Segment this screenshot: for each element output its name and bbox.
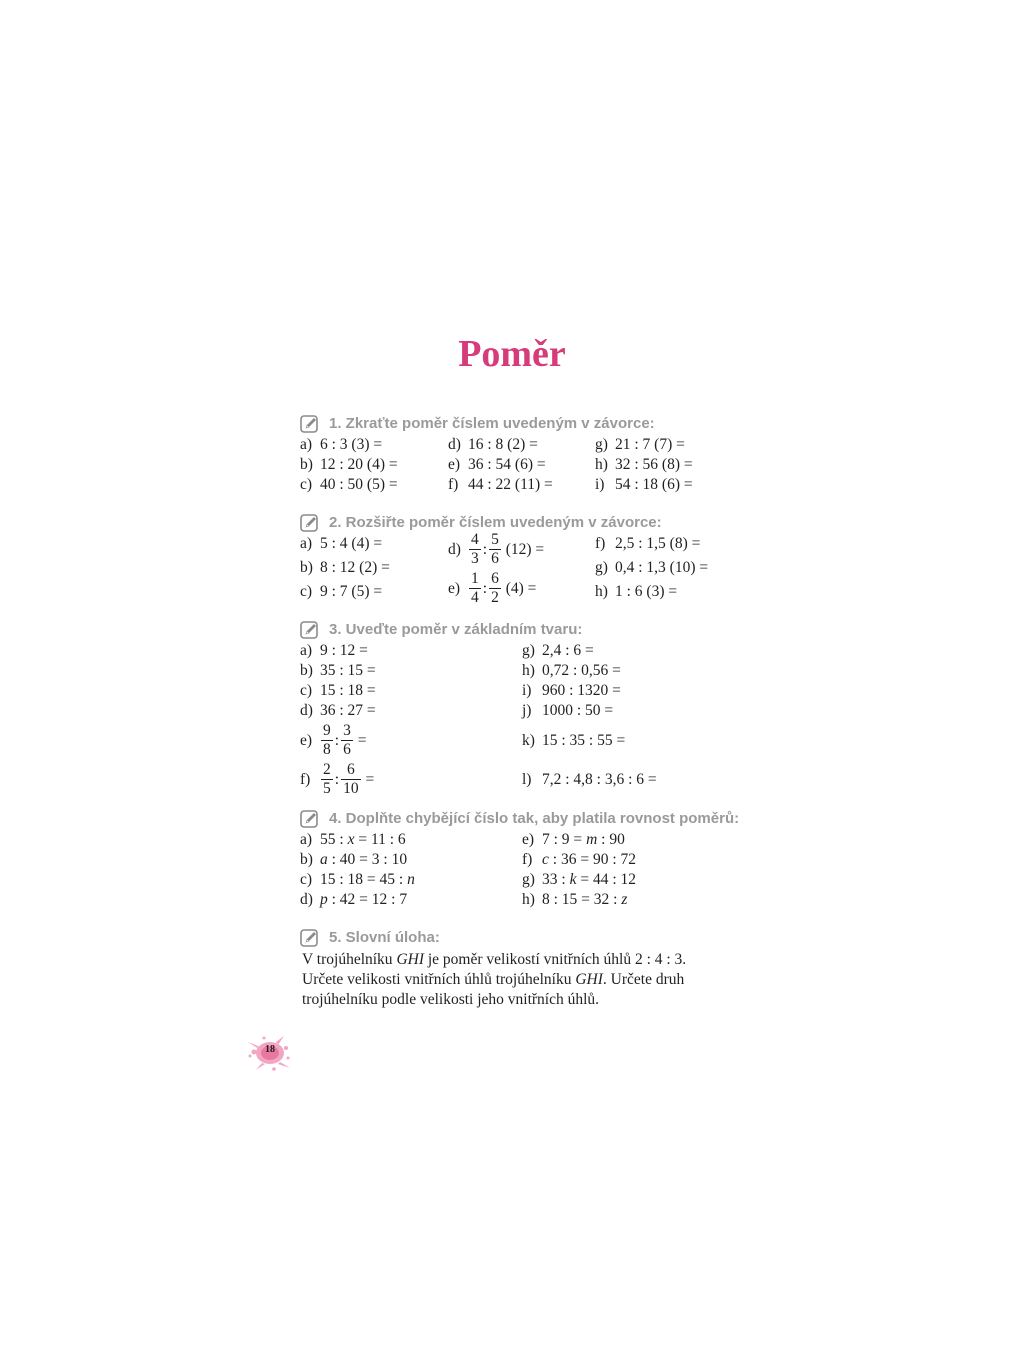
ex1-item-h: h) 32 : 56 (8) = [595, 456, 693, 473]
ex4-item-d: d) p : 42 = 12 : 7 [300, 891, 408, 908]
exercise-1 [300, 415, 760, 437]
word-problem-line-3: trojúhelníku podle velikosti jeho vnitřních úhlů. [302, 991, 600, 1008]
ex3-item-h: h) 0,72 : 0,56 = [522, 662, 621, 679]
page-title: Poměr [458, 333, 566, 375]
exercise-2-heading: 2. Rozšiřte poměr číslem uvedeným v závorce: [300, 514, 760, 536]
ex2-item-c: c) 9 : 7 (5) = [300, 583, 383, 600]
pencil-icon [300, 929, 320, 947]
ex2-item-d: d) $\frac{4}{3}$ : $\frac{5}{6}$ (12) = [448, 531, 545, 567]
exercise-5 [300, 929, 760, 951]
ex2-item-h: h) 1 : 6 (3) = [595, 583, 678, 600]
ex4-item-h: h) 8 : 15 = 32 : z [522, 891, 628, 908]
fraction: $\frac{3}{6}$ [343, 722, 351, 758]
ex4-item-a: a) 55 : x = 11 : 6 [300, 831, 406, 848]
ex4-item-g: g) 33 : k = 44 : 12 [522, 871, 637, 888]
fraction: $\frac{1}{4}$ [471, 570, 479, 606]
fraction: $\frac{5}{6}$ [491, 531, 499, 567]
exercise-4 [300, 810, 760, 832]
ex3-item-j: j) 1000 : 50 = [522, 702, 614, 719]
pencil-icon [300, 415, 320, 433]
ex4-item-e: e) 7 : 9 = m : 90 [522, 831, 625, 848]
ex1-item-f: f) 44 : 22 (11) = [448, 476, 553, 493]
ex3-item-i: i) 960 : 1320 = [522, 682, 621, 699]
exercise-1-heading: 1. Zkraťte poměr číslem uvedeným v závorce: [300, 415, 760, 437]
word-problem-line-2: Určete velikosti vnitřních úhlů trojúhelníku GHI. Určete druh [302, 971, 685, 988]
ex2-item-f: f) 2,5 : 1,5 (8) = [595, 535, 701, 552]
ex2-item-b: b) 8 : 12 (2) = [300, 559, 390, 576]
ex1-item-i: i) 54 : 18 (6) = [595, 476, 693, 493]
ex3-item-b: b) 35 : 15 = [300, 662, 376, 679]
ex4-item-b: b) a : 40 = 3 : 10 [300, 851, 408, 868]
ex4-item-f: f) c : 36 = 90 : 72 [522, 851, 636, 868]
ex1-item-c: c) 40 : 50 (5) = [300, 476, 398, 493]
ex2-item-e: e) $\frac{1}{4}$ : $\frac{6}{2}$ (4) = [448, 570, 537, 606]
exercise-4-heading: 4. Doplňte chybějící číslo tak, aby platila rovnost poměrů: [300, 810, 760, 832]
fraction: $\frac{6}{2}$ [491, 570, 499, 606]
ex1-item-e: e) 36 : 54 (6) = [448, 456, 546, 473]
exercise-5-heading: 5. Slovní úloha: [300, 929, 760, 951]
ex3-item-a: a) 9 : 12 = [300, 642, 368, 659]
ex1-item-g: g) 21 : 7 (7) = [595, 436, 685, 453]
word-problem-line-1: V trojúhelníku GHI je poměr velikostí vnitřních úhlů 2 : 4 : 3. [302, 951, 687, 968]
ex3-item-g: g) 2,4 : 6 = [522, 642, 594, 659]
ex4-item-c: c) 15 : 18 = 45 : n [300, 871, 415, 888]
exercise-3 [300, 621, 760, 643]
pencil-icon [300, 514, 320, 532]
exercise-3-heading: 3. Uveďte poměr v základním tvaru: [300, 621, 760, 643]
ex2-item-a: a) 5 : 4 (4) = [300, 535, 383, 552]
ex3-item-l: l) 7,2 : 4,8 : 3,6 : 6 = [522, 771, 657, 788]
ex3-item-d: d) 36 : 27 = [300, 702, 376, 719]
ex1-item-a: a) 6 : 3 (3) = [300, 436, 383, 453]
pencil-icon [300, 810, 320, 828]
ex1-item-b: b) 12 : 20 (4) = [300, 456, 398, 473]
ex3-item-k: k) 15 : 35 : 55 = [522, 732, 626, 749]
page-number: 18 [265, 1044, 275, 1055]
ex3-item-e: e) $\frac{9}{8}$ : $\frac{3}{6}$ = [300, 722, 367, 758]
ex3-item-c: c) 15 : 18 = [300, 682, 376, 699]
fraction: $\frac{4}{3}$ [471, 531, 479, 567]
pencil-icon [300, 621, 320, 639]
fraction: $\frac{2}{5}$ [323, 761, 331, 797]
ex1-item-d: d) 16 : 8 (2) = [448, 436, 538, 453]
fraction: $\frac{9}{8}$ [323, 722, 331, 758]
fraction: $\frac{6}{10}$ [343, 761, 359, 797]
word-problem-text [302, 950, 732, 1010]
ex3-item-f: f) $\frac{2}{5}$ : $\frac{6}{10}$ = [300, 761, 375, 797]
ex2-item-g: g) 0,4 : 1,3 (10) = [595, 559, 709, 576]
